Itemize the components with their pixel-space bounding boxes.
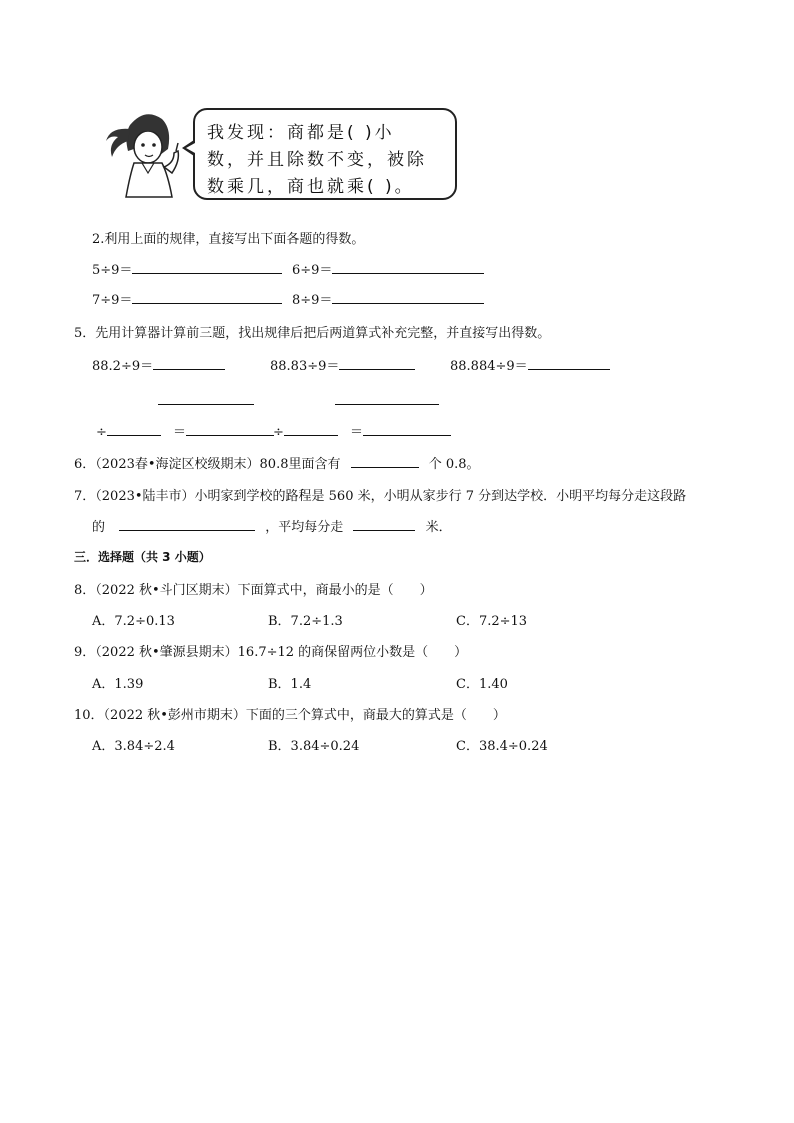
dividend-blank-4[interactable] [158,390,254,405]
girl-illustration [100,105,190,200]
answer-blank[interactable] [186,421,274,436]
q9-option-b[interactable]: B．1.4 [268,677,312,692]
q9-option-a[interactable]: A．1.39 [92,677,144,692]
bubble-tail-inner [186,143,195,153]
q6: 6．（2023春•海淀区校级期末）80.8里面含有 个 0.8。 [74,453,480,472]
q10-option-a[interactable]: A．3.84÷2.4 [92,739,175,754]
bubble-line-3: 数乘几，商也就乘( )。 [207,177,415,197]
answer-blank[interactable] [528,355,610,370]
q5-item-4: ÷ ＝ [96,421,274,440]
q10-option-b[interactable]: B．3.84÷0.24 [268,739,360,754]
q5-prompt: 5．先用计算器计算前三题，找出规律后把后两道算式补充完整，并直接写出得数。 [74,326,551,341]
q2-prompt: 2.利用上面的规律，直接写出下面各题的得数。 [92,232,365,247]
answer-blank[interactable] [351,453,419,468]
q2-item-4: 8÷9＝ [292,289,484,308]
q10-option-c[interactable]: C．38.4÷0.24 [456,739,548,754]
q8-option-c[interactable]: C．7.2÷13 [456,614,528,629]
answer-blank[interactable] [353,516,415,531]
q10-text: 10．（2022 秋•彭州市期末）下面的三个算式中，商最大的算式是（ ） [74,708,506,723]
answer-blank[interactable] [153,355,225,370]
answer-blank[interactable] [332,289,484,304]
bubble-line-2: 数，并且除数不变，被除 [207,150,427,170]
dividend-blank-5[interactable] [335,390,439,405]
answer-blank[interactable] [119,516,255,531]
q9-text: 9．（2022 秋•肇源县期末）16.7÷12 的商保留两位小数是（ ） [74,645,468,660]
q7-line-2: 的 ，平均每分走 米． [92,516,452,535]
q5-item-2: 88.83÷9＝ [270,355,415,374]
q2-item-1: 5÷9＝ [92,259,282,278]
q9-option-c[interactable]: C．1.40 [456,677,508,692]
q8-text: 8．（2022 秋•斗门区期末）下面算式中，商最小的是（ ） [74,583,433,598]
bubble-line-1: 我发现：商都是( )小 [207,123,395,143]
speech-bubble [193,108,457,200]
q7-line-1: 7．（2023•陆丰市）小明家到学校的路程是 560 米，小明从家步行 7 分到达学校．小明平均每分走这段路 [74,489,687,504]
answer-blank[interactable] [132,289,282,304]
answer-blank[interactable] [332,259,484,274]
q5-item-1: 88.2÷9＝ [92,355,225,374]
answer-blank[interactable] [339,355,415,370]
q5-item-3: 88.884÷9＝ [450,355,610,374]
q2-item-3: 7÷9＝ [92,289,282,308]
q8-option-b[interactable]: B．7.2÷1.3 [268,614,343,629]
divisor-blank[interactable] [107,421,161,436]
q5-item-5: ÷ ＝ [273,421,451,440]
answer-blank[interactable] [363,421,451,436]
q2-item-2: 6÷9＝ [292,259,484,278]
section-heading: 三．选择题（共 3 小题） [74,550,211,564]
divisor-blank[interactable] [284,421,338,436]
answer-blank[interactable] [132,259,282,274]
q8-option-a[interactable]: A．7.2÷0.13 [92,614,175,629]
